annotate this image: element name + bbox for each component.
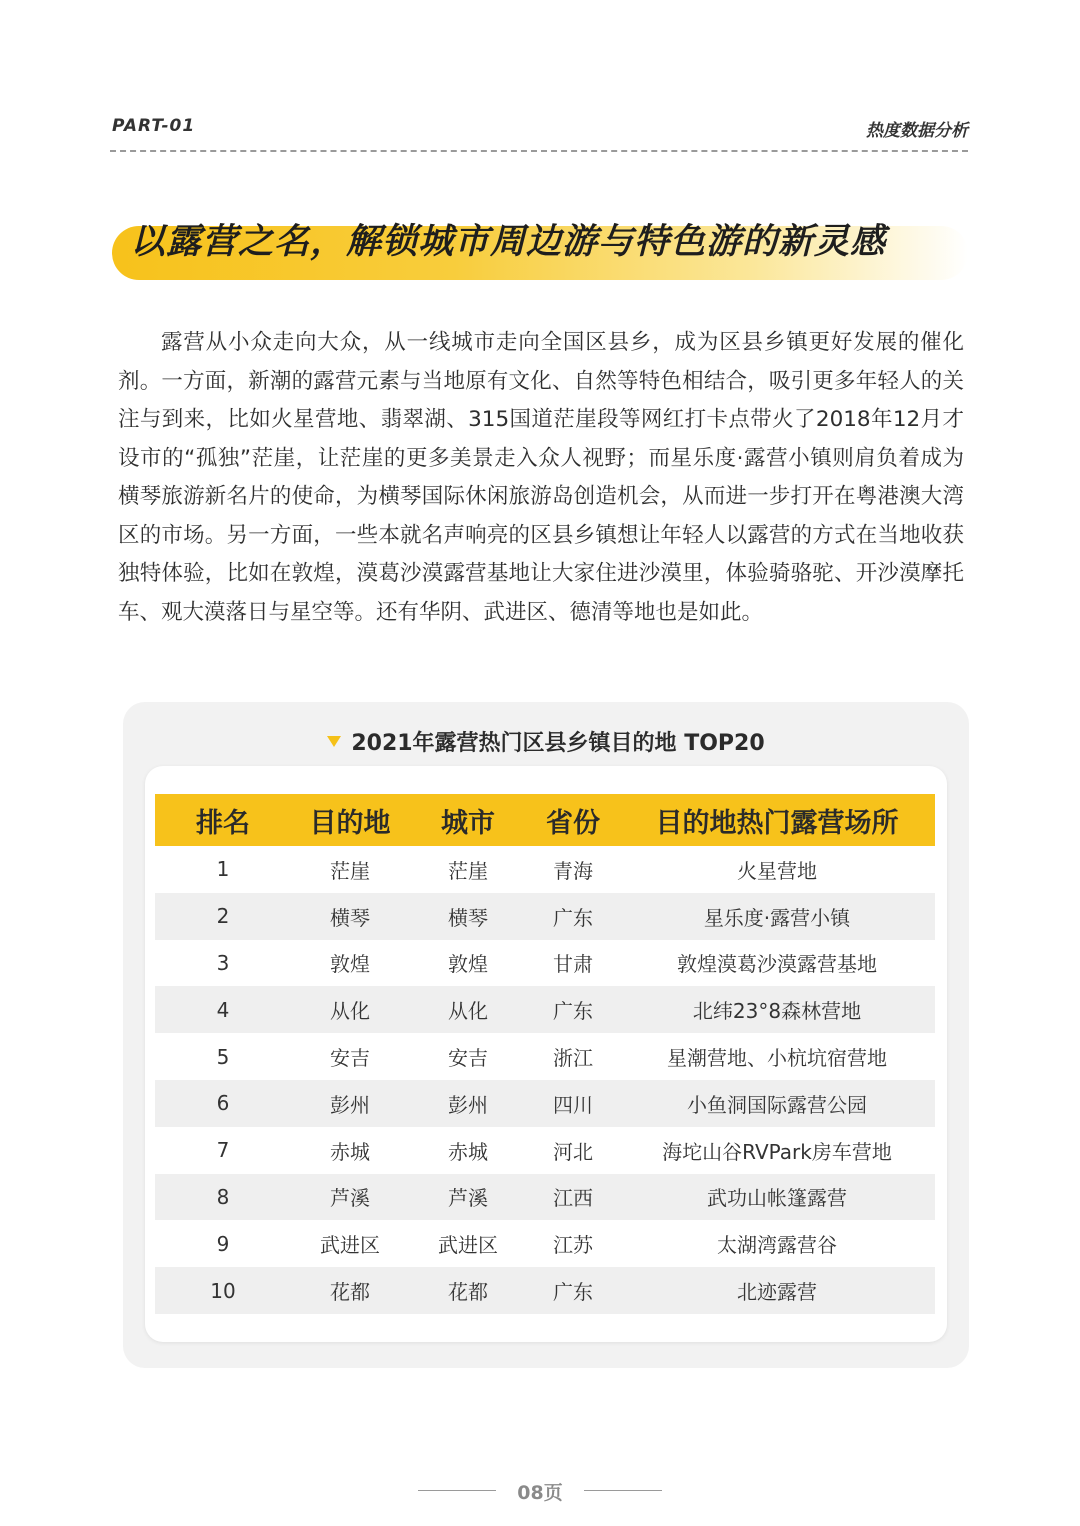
- cell-province: 江西: [553, 1186, 593, 1211]
- cell-campsite: 小鱼洞国际露营公园: [687, 1092, 867, 1117]
- cell-destination: 彭州: [330, 1092, 370, 1117]
- cell-campsite: 海坨山谷RVPark房车营地: [662, 1139, 892, 1164]
- header-campsite: 目的地热门露营场所: [655, 807, 899, 839]
- cell-rank: 7: [216, 1138, 230, 1163]
- header-province: 省份: [546, 807, 600, 839]
- cell-rank: 1: [216, 857, 230, 882]
- footer-divider-right: [584, 1490, 662, 1491]
- cell-campsite: 敦煌漠葛沙漠露营基地: [677, 952, 877, 977]
- cell-city: 横琴: [448, 905, 488, 930]
- cell-destination: 从化: [330, 999, 370, 1024]
- cell-city: 安吉: [448, 1046, 488, 1071]
- cell-province: 甘肃: [553, 952, 593, 977]
- cell-province: 广东: [553, 999, 593, 1024]
- cell-province: 江苏: [553, 1233, 593, 1258]
- cell-city: 敦煌: [448, 952, 488, 977]
- cell-rank: 3: [216, 950, 230, 975]
- cell-destination: 武进区: [320, 1233, 380, 1258]
- table-row: [155, 1174, 935, 1221]
- cell-destination: 安吉: [330, 1046, 370, 1071]
- cell-city: 武进区: [438, 1233, 498, 1258]
- cell-province: 浙江: [553, 1046, 593, 1071]
- table-row: [155, 1033, 935, 1080]
- header-city: 城市: [441, 807, 495, 839]
- table-header-row: [155, 794, 935, 846]
- cell-province: 四川: [553, 1092, 593, 1117]
- table-row: [155, 1127, 935, 1174]
- table-row: [155, 1267, 935, 1314]
- cell-rank: 6: [216, 1091, 230, 1116]
- ranking-card: [123, 702, 969, 1368]
- table-row: [155, 940, 935, 987]
- page-title: 以露营之名，解锁城市周边游与特色游的新灵感: [130, 222, 887, 262]
- cell-destination: 横琴: [330, 905, 370, 930]
- cell-campsite: 星潮营地、小杭坑宿营地: [667, 1046, 887, 1071]
- table-row: [155, 893, 935, 940]
- cell-destination: 花都: [330, 1280, 370, 1305]
- cell-city: 彭州: [448, 1092, 488, 1117]
- cell-rank: 8: [216, 1184, 230, 1209]
- cell-city: 从化: [448, 999, 488, 1024]
- cell-campsite: 北纬23°8森林营地: [692, 999, 862, 1024]
- triangle-down-icon: [327, 736, 341, 747]
- body-paragraph: 露营从小众走向大众，从一线城市走向全国区县乡，成为区县乡镇更好发展的催化剂。一方面，新潮的露营元素与当地原有文化、自然等特色相结合，吸引更多年轻人的关注与到来，比如火星营地、翡翠湖、315国道茫崖段等网红打卡点带火了2018年12月才设市的“孤独”茫崖，让茫崖的更多美景走入众人视野；而星乐度·露营小镇则肩负着成为横琴旅游新名片的使命，为横琴国际休闲旅游岛创造机会，从而进一步打开在粤港澳大湾区的市场。另一方面，一些本就名声响亮的区县乡镇想让年轻人以露营的方式在当地收获独特体验，比如在敦煌，漠葛沙漠露营基地让大家住进沙漠里，体验骑骆驼、开沙漠摩托车、观大漠落日与星空等。还有华阴、武进区、德清等地也是如此。: [118, 330, 964, 625]
- cell-province: 河北: [553, 1139, 593, 1164]
- cell-destination: 芦溪: [330, 1186, 370, 1211]
- table-row: [155, 986, 935, 1033]
- page-number: 08页: [517, 1482, 563, 1504]
- cell-campsite: 火星营地: [737, 858, 817, 883]
- table-row: [155, 1220, 935, 1267]
- ranking-card-title: [123, 726, 969, 757]
- cell-rank: 5: [216, 1044, 230, 1069]
- header-rank: 排名: [196, 807, 250, 839]
- cell-rank: 2: [216, 904, 230, 929]
- cell-city: 茫崖: [448, 858, 488, 883]
- header-destination: 目的地: [309, 807, 391, 839]
- cell-province: 青海: [553, 858, 593, 883]
- cell-city: 赤城: [448, 1139, 488, 1164]
- cell-campsite: 武功山帐篷露营: [707, 1186, 847, 1211]
- table-row: [155, 846, 935, 893]
- cell-rank: 9: [216, 1231, 230, 1256]
- cell-rank: 10: [210, 1278, 236, 1303]
- cell-destination: 赤城: [330, 1139, 370, 1164]
- section-label: 热度数据分析: [866, 121, 968, 141]
- cell-campsite: 北迹露营: [737, 1280, 817, 1305]
- cell-campsite: 太湖湾露营谷: [717, 1233, 837, 1258]
- page-header: [110, 114, 968, 152]
- table-row: [155, 1080, 935, 1127]
- part-label: PART-01: [112, 116, 196, 136]
- cell-province: 广东: [553, 905, 593, 930]
- cell-destination: 茫崖: [330, 858, 370, 883]
- cell-campsite: 星乐度·露营小镇: [703, 905, 851, 930]
- cell-city: 花都: [448, 1280, 488, 1305]
- ranking-card-title-text: 2021年露营热门区县乡镇目的地 TOP20: [351, 731, 765, 756]
- page-footer: [0, 1476, 1080, 1506]
- cell-destination: 敦煌: [330, 952, 370, 977]
- cell-rank: 4: [216, 997, 230, 1022]
- ranking-table: [155, 794, 935, 1314]
- cell-city: 芦溪: [448, 1186, 488, 1211]
- cell-province: 广东: [553, 1280, 593, 1305]
- ranking-table-panel: [145, 766, 947, 1342]
